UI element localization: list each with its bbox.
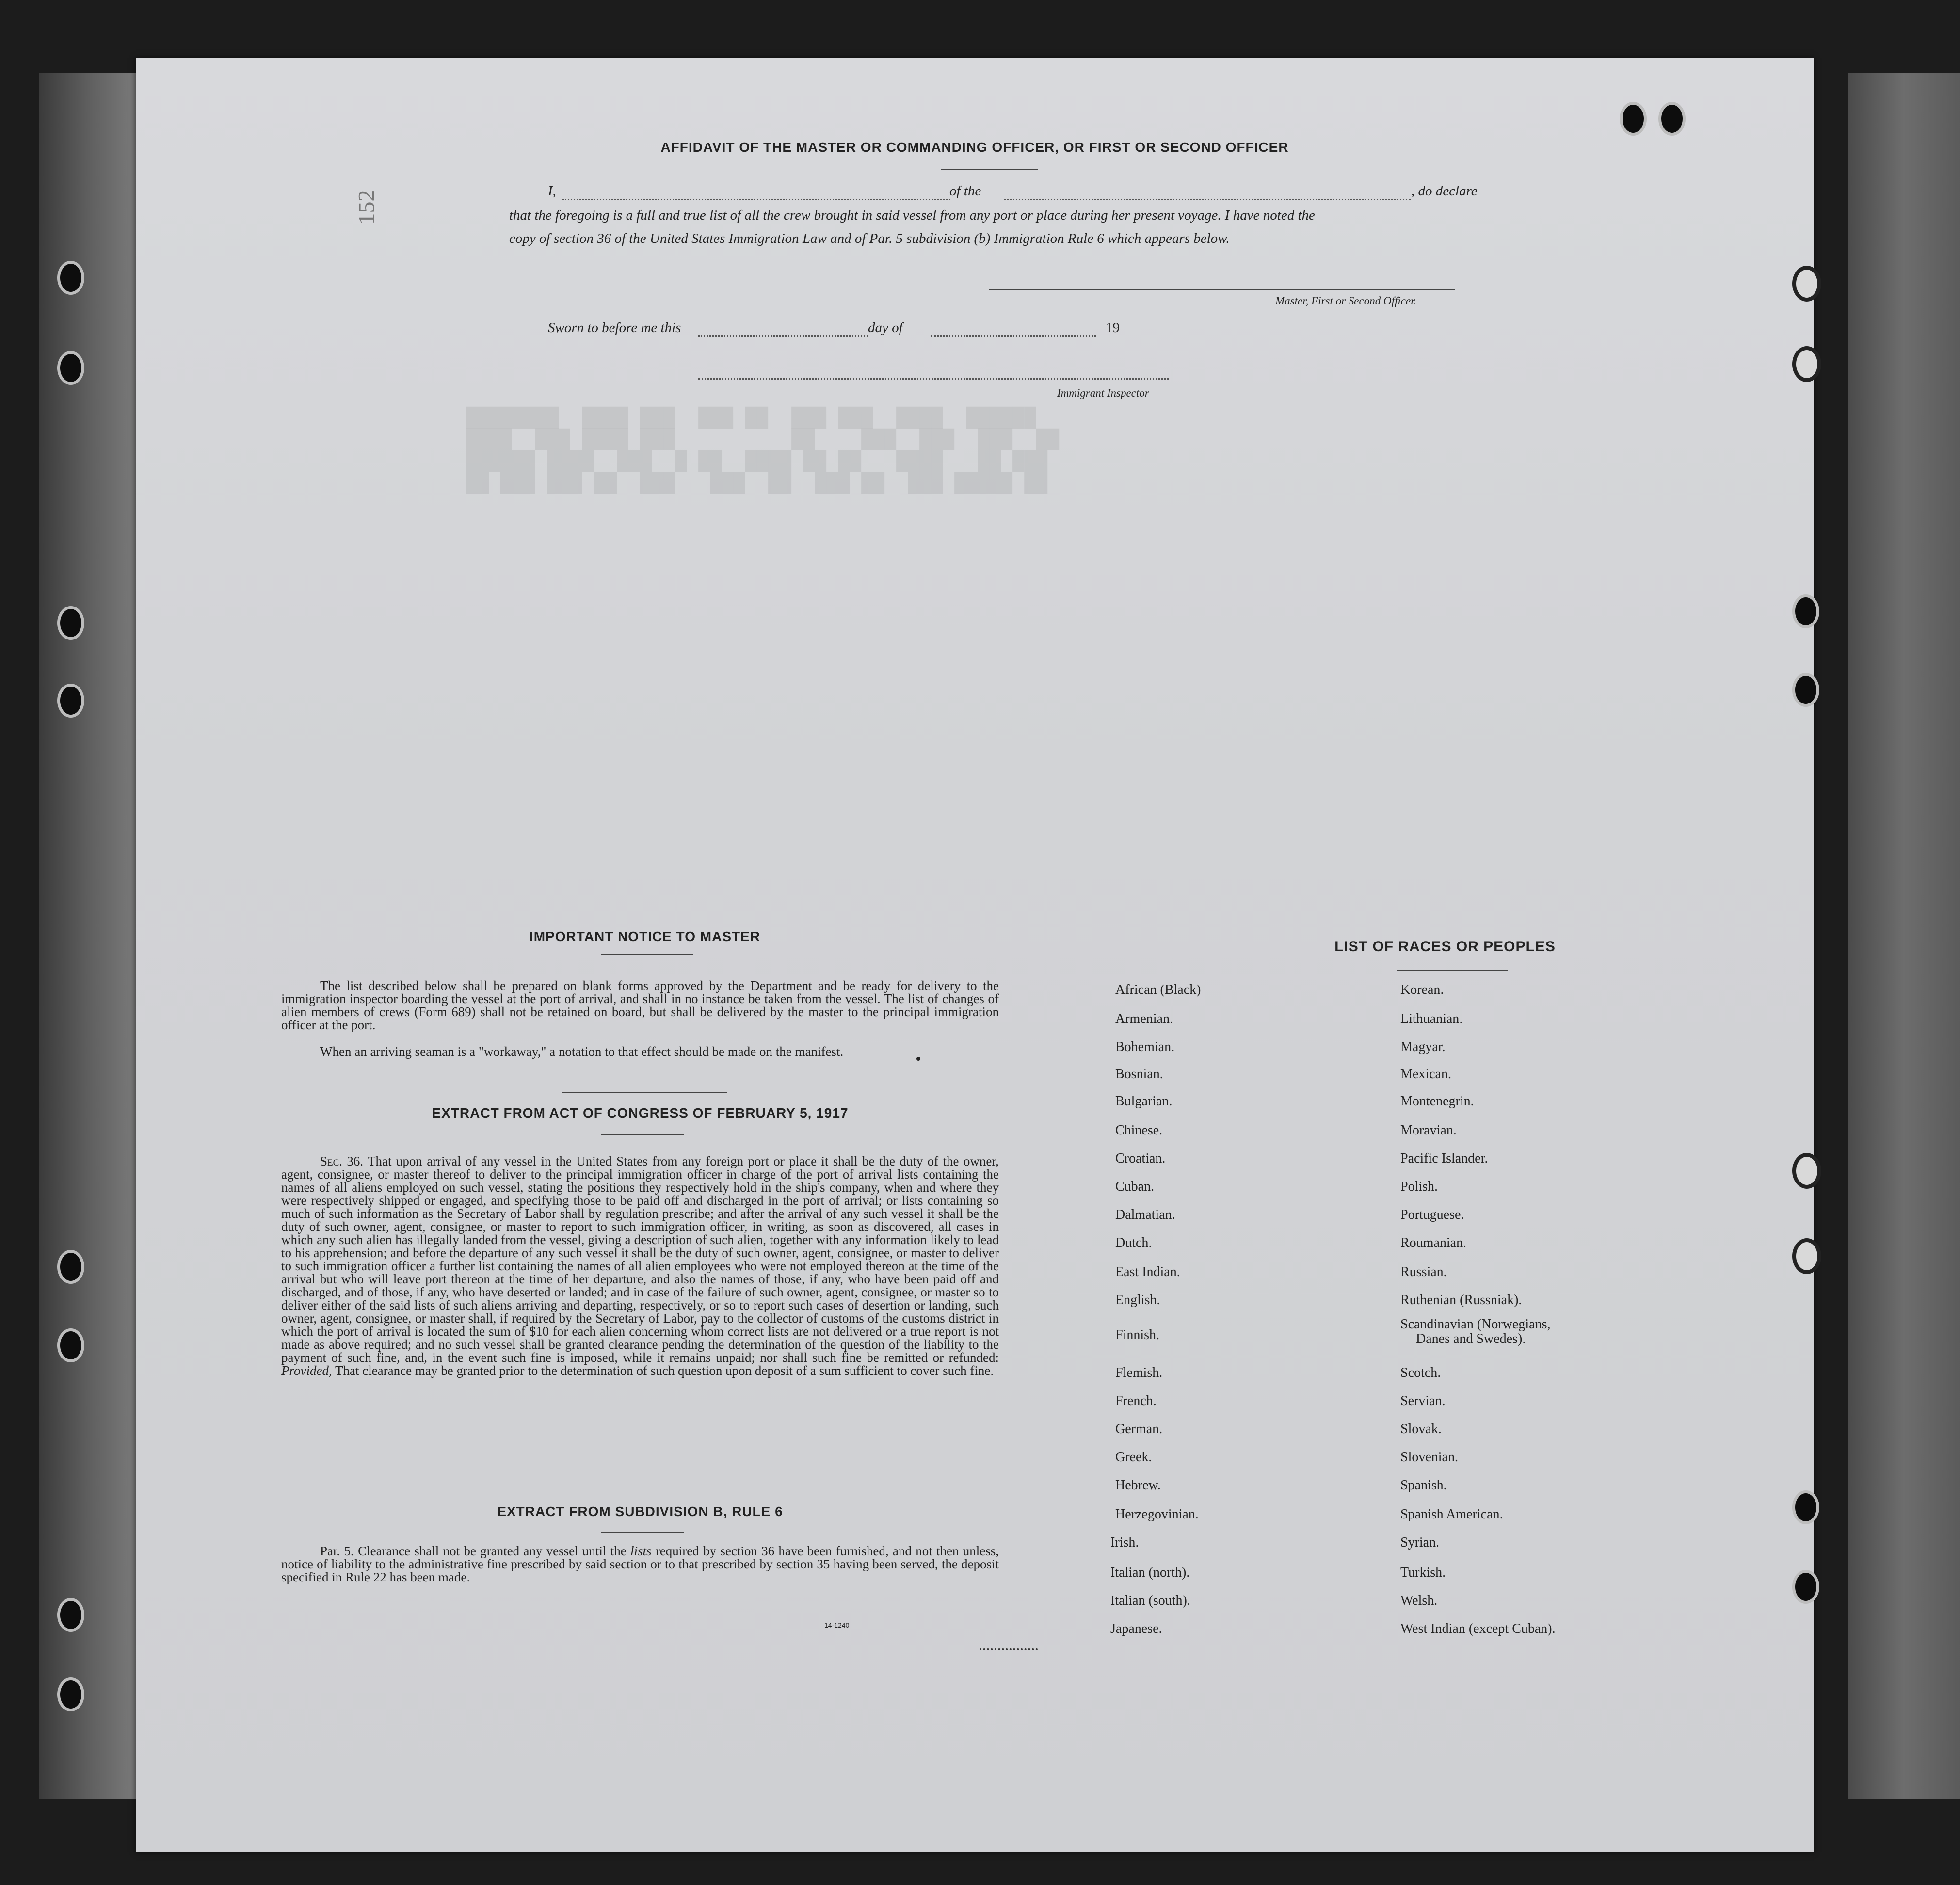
divider — [941, 169, 1038, 170]
race-item-left: Flemish. — [1115, 1365, 1163, 1380]
affidavit-line3: copy of section 36 of the United States Immigration Law and of Par. 5 subdivision (b) Immigration Rule 6 which appears below. — [509, 231, 1230, 246]
binder-hole — [1792, 346, 1821, 382]
binder-hole — [1620, 102, 1647, 136]
notice-paragraph-2: When an arriving seaman is a "workaway," a notation to that effect should be made on the manifest. — [320, 1044, 844, 1059]
race-item-right: Magyar. — [1400, 1039, 1446, 1054]
race-item-left: German. — [1115, 1422, 1163, 1437]
race-item-left: Greek. — [1115, 1450, 1152, 1465]
race-item-left: Japanese. — [1110, 1621, 1162, 1636]
vessel-field[interactable] — [1004, 199, 1411, 200]
race-item-left: Bulgarian. — [1115, 1094, 1173, 1109]
binder-hole — [57, 261, 84, 295]
race-item-left: Cuban. — [1115, 1179, 1155, 1194]
master-signature-line[interactable] — [989, 289, 1455, 290]
sworn-month-field[interactable] — [931, 335, 1096, 337]
binder-hole — [57, 1677, 84, 1711]
race-item-left: Bohemian. — [1115, 1039, 1175, 1054]
race-item-right: Servian. — [1400, 1393, 1446, 1408]
race-item-left: Finnish. — [1115, 1327, 1160, 1342]
race-item-left: Italian (south). — [1110, 1593, 1190, 1608]
race-item-right: Portuguese. — [1400, 1207, 1464, 1222]
binder-hole — [1792, 1490, 1819, 1524]
act-extract-body: Sec. 36. That upon arrival of any vessel in the United States from any foreign port or place it shall be the duty of the owner, agent, consignee, or master thereof to deliver to the principal immigration officer in charge of the port of arrival lists containing the names of all aliens employed on such vessel, stating the positions they respectively hold in the ship's company, when and where they were respectively shipped or engaged, and specifying those to be paid off and discharged in the port of arrival; or lists containing so much of such information as the Secretary of Labor shall by regulation prescribe; and after the arrival of any such vessel it shall be the duty of such owner, agent, consignee, or master to report to such immigration officer, in writing, as soon as discovered, all cases in which any such alien has illegally landed from the vessel, giving a description of such alien, together with any information likely to lead to his apprehension; and before the departure of any such vessel it shall be the duty of such owner, agent, consignee, or master to deliver to such immigration officer a further list containing the names of all alien employees who were not employed thereon at the time of the arrival but who will leave port thereon at the time of her departure, and also the names of those, if any, who have been paid off and discharged, and of those, if any, who have deserted or landed; and in case of the failure of such owner, agent, consignee, or master so to deliver either of the said lists of such aliens arriving and departing, respectively, or so to report such cases of desertion or landing, such owner, agent, consignee, or master shall, if required by the Secretary of Labor, pay to the collector of customs of the customs district in which the port of arrival is located the sum of $10 for each alien concerning whom correct lists are not delivered or a true report is not made as above required; and no such vessel shall be granted clearance pending the determination of the question of the liability to the payment of such fine, and, in the event such fine is imposed, while it remains unpaid; nor shall such fine be remitted or refunded: Provided, That clearance may be granted prior to the determination of such question upon deposit of a sum sufficient to cover such fine. — [281, 1154, 999, 1378]
notice-paragraph-1: The list described below shall be prepared on blank forms approved by the Department and be ready for delivery to the immigration inspector boarding the vessel at the port of arrival, and shall in no instance be taken from the vessel. The list of changes of alien members of crews (Form 689) shall not be retained on board, but shall be delivered by the master to the principal immigration officer at the port. — [281, 978, 999, 1032]
race-item-right: Scandinavian (Norwegians, — [1400, 1317, 1551, 1332]
race-item-right: Danes and Swedes). — [1416, 1331, 1526, 1346]
race-item-left: Dalmatian. — [1115, 1207, 1175, 1222]
race-item-right: Spanish American. — [1400, 1507, 1503, 1522]
race-item-left: Bosnian. — [1115, 1067, 1163, 1082]
race-item-left: African (Black) — [1115, 982, 1201, 997]
divider — [601, 1532, 684, 1533]
bleed-through-text: ████████ ████ ███ ███ ██ ███ ███ ████ ██████ ████ ███ ████ ███ ██ ███ ███ ███ ██ ██████ ████ ███ █ ██ ████ ██ ██ ████ ██ ███ ██ ███ ███ ██ ███ ███ ██ ███ ██ ███ █████ ██ — [466, 407, 1060, 495]
binder-hole — [1792, 673, 1819, 707]
binder-hole — [1792, 1238, 1821, 1274]
race-item-right: Mexican. — [1400, 1067, 1451, 1082]
race-item-left: Hebrew. — [1115, 1478, 1161, 1493]
divider — [601, 954, 693, 955]
divider — [601, 1134, 684, 1135]
binder-hole — [1792, 594, 1819, 628]
binder-strip-right — [1848, 73, 1960, 1799]
binder-hole — [1658, 102, 1686, 136]
divider — [562, 1092, 727, 1093]
binder-hole — [57, 1250, 84, 1284]
document-page — [136, 58, 1814, 1852]
act-extract-title: EXTRACT FROM ACT OF CONGRESS OF FEBRUARY 5, 1917 — [432, 1105, 849, 1120]
inspector-signature-line[interactable] — [698, 378, 1169, 380]
i-label: I, — [548, 183, 556, 199]
sworn-label: Sworn to before me this — [548, 320, 681, 335]
race-item-left: English. — [1115, 1293, 1160, 1308]
race-item-right: West Indian (except Cuban). — [1400, 1621, 1556, 1636]
races-title: LIST OF RACES OR PEOPLES — [1334, 939, 1556, 955]
year-label: 19 — [1106, 320, 1120, 335]
affidavit-line2: that the foregoing is a full and true list of all the crew brought in said vessel from any port or place during her present voyage. I have noted the — [509, 208, 1315, 223]
race-item-left: Armenian. — [1115, 1011, 1173, 1026]
race-item-right: Polish. — [1400, 1179, 1438, 1194]
binder-hole — [57, 606, 84, 640]
race-item-right: Turkish. — [1400, 1565, 1446, 1580]
day-of-label: day of — [868, 320, 903, 335]
race-item-right: Slovak. — [1400, 1422, 1442, 1437]
sec-label: Sec. 36. — [320, 1154, 364, 1168]
divider — [1397, 970, 1508, 971]
form-number: 14-1240 — [824, 1621, 850, 1629]
affidavit-title: AFFIDAVIT OF THE MASTER OR COMMANDING OFFICER, OR FIRST OR SECOND OFFICER — [660, 140, 1289, 155]
race-item-left: Herzegovinian. — [1115, 1507, 1199, 1522]
race-item-left: Italian (north). — [1110, 1565, 1190, 1580]
inspector-label: Immigrant Inspector — [1057, 387, 1149, 399]
race-item-right: Montenegrin. — [1400, 1094, 1474, 1109]
race-item-right: Ruthenian (Russniak). — [1400, 1293, 1522, 1308]
race-item-left: Dutch. — [1115, 1235, 1152, 1250]
race-item-right: Pacific Islander. — [1400, 1151, 1488, 1166]
race-item-right: Lithuanian. — [1400, 1011, 1463, 1026]
binder-hole — [1792, 266, 1821, 302]
rule-extract-body: Par. 5. Clearance shall not be granted any vessel until the lists required by section 36 have been furnished, and not then unless, notice of liability to the administrative fine prescribed by said section or to that prescribed by section 35 having been served, the deposit specified in Rule 22 has been made. — [281, 1544, 999, 1584]
race-item-right: Korean. — [1400, 982, 1444, 997]
binder-hole — [57, 684, 84, 718]
race-item-right: Scotch. — [1400, 1365, 1441, 1380]
race-item-right: Welsh. — [1400, 1593, 1438, 1608]
name-field[interactable] — [562, 199, 950, 200]
binder-hole — [57, 1328, 84, 1362]
race-item-left: Croatian. — [1115, 1151, 1166, 1166]
binder-hole — [57, 351, 84, 385]
rule-extract-title: EXTRACT FROM SUBDIVISION B, RULE 6 — [497, 1504, 783, 1519]
notice-title: IMPORTANT NOTICE TO MASTER — [529, 929, 761, 944]
race-item-left: Chinese. — [1115, 1123, 1163, 1138]
stray-mark — [916, 1057, 920, 1061]
stray-marks — [980, 1648, 1038, 1653]
master-signature-label: Master, First or Second Officer. — [1275, 295, 1417, 307]
binder-hole — [57, 1598, 84, 1632]
race-item-right: Moravian. — [1400, 1123, 1457, 1138]
race-item-right: Russian. — [1400, 1264, 1447, 1279]
margin-number: 152 — [353, 190, 380, 225]
race-item-left: Irish. — [1110, 1535, 1139, 1550]
race-item-right: Slovenian. — [1400, 1450, 1458, 1465]
binder-hole — [1792, 1153, 1821, 1189]
binder-hole — [1792, 1570, 1819, 1604]
of-the-label: of the — [949, 183, 981, 199]
race-item-right: Syrian. — [1400, 1535, 1440, 1550]
race-item-left: French. — [1115, 1393, 1157, 1408]
sworn-day-field[interactable] — [698, 335, 868, 337]
declare-label: , do declare — [1411, 183, 1478, 199]
race-item-left: East Indian. — [1115, 1264, 1180, 1279]
race-item-right: Roumanian. — [1400, 1235, 1467, 1250]
race-item-right: Spanish. — [1400, 1478, 1447, 1493]
